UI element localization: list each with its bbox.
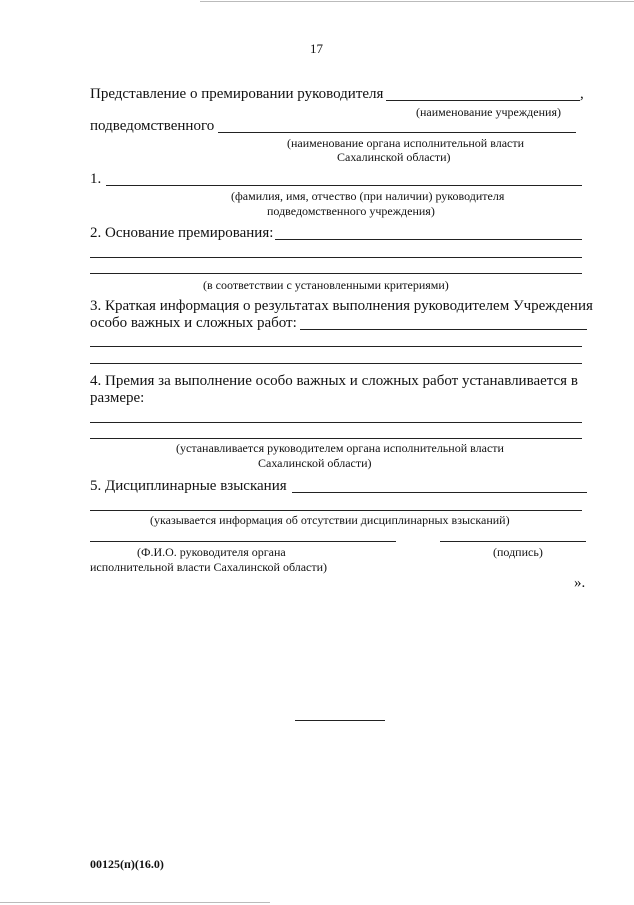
item2-line-3 [90,273,582,274]
item1-caption-a: (фамилия, имя, отчество (при наличии) руководителя [231,189,505,203]
closing-quote: ». [574,575,586,591]
item3-line1: 3. Краткая информация о результатах выполнения руководителем Учреждения [90,298,593,314]
item3-line-1 [300,329,587,330]
caption-institution: (наименование учреждения) [416,105,561,119]
header-title: Представление о премировании руководителя [90,86,384,102]
item4-line1: 4. Премия за выполнение особо важных и сложных работ устанавливается в [90,373,578,389]
item3-line-3 [90,363,582,364]
item4-caption-b: Сахалинской области) [258,456,372,470]
end-separator [295,720,385,721]
item5-line-1 [292,492,587,493]
header-comma: , [580,86,584,102]
signature-line [440,541,586,542]
item1-name-line [106,185,582,186]
item3-line-2 [90,346,582,347]
item4-caption-a: (устанавливается руководителем органа исполнительной власти [176,441,504,455]
item2-caption: (в соответствии с установленными критериями) [203,278,449,292]
item5-caption: (указывается информация об отсутствии дисциплинарных взысканий) [150,513,510,527]
item3-line2: особо важных и сложных работ: [90,315,297,331]
item5-label: 5. Дисциплинарные взыскания [90,478,287,494]
caption-authority-b: Сахалинской области) [337,150,451,164]
item4-line-1 [90,422,582,423]
authority-name-line [218,132,576,133]
item2-line-2 [90,257,582,258]
item1-number: 1. [90,171,102,187]
scan-edge-bottom [0,902,270,903]
item1-caption-b: подведомственного учреждения) [267,204,435,218]
footer-code: 00125(п)(16.0) [90,857,164,871]
item2-line-1 [275,239,582,240]
item4-line2: размере: [90,390,145,406]
item4-line-2 [90,438,582,439]
fio-line [90,541,396,542]
item2-label: 2. Основание премирования: [90,225,274,241]
fio-caption-a: (Ф.И.О. руководителя органа [137,545,286,559]
scan-edge-top [200,1,634,2]
caption-authority-a: (наименование органа исполнительной власти [287,136,525,150]
signature-caption: (подпись) [493,545,543,559]
fio-caption-b: исполнительной власти Сахалинской области) [90,560,328,574]
page-number: 17 [310,41,323,56]
item5-line-2 [90,510,582,511]
institution-name-line [386,100,580,101]
subordinate-label: подведомственного [90,118,215,134]
